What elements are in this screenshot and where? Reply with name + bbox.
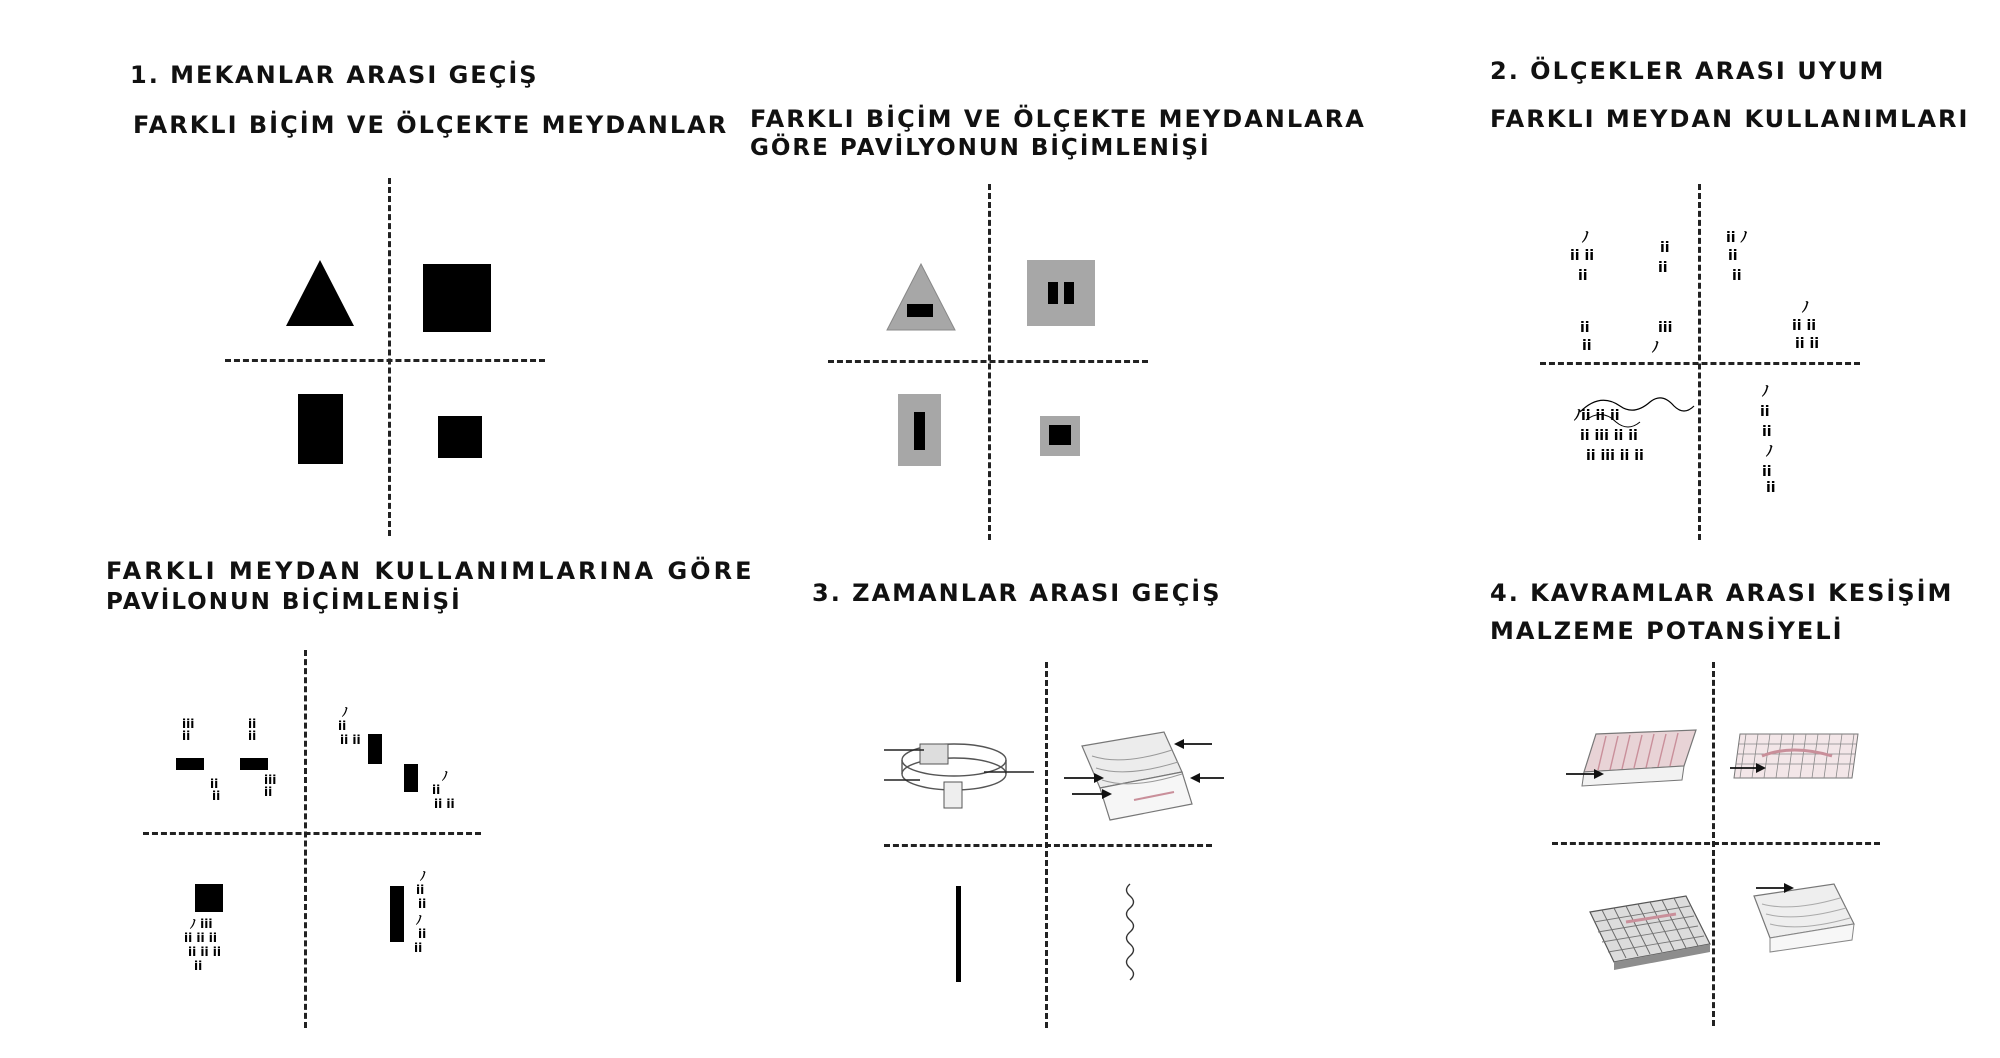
svg-text:ii: ii (194, 959, 203, 973)
panel2-title-line1: FARKLI BİÇİM VE ÖLÇEKTE MEYDANLARA (750, 105, 1366, 133)
panel1-triangle-shape (284, 258, 356, 328)
svg-text:ii: ii (432, 783, 441, 797)
panel5-ring-pavilion-drawing (884, 730, 1034, 820)
panel2-triangle-pavilion (885, 262, 957, 332)
panel1-axis-horizontal (225, 359, 545, 362)
panel4-people-groups (170, 705, 470, 980)
panel2-rectangle-inner (914, 412, 925, 450)
panel1-title: 1. MEKANLAR ARASI GEÇİŞ (130, 61, 539, 89)
svg-text:ﾉ: ﾉ (420, 869, 427, 883)
svg-text:ﾉ iii: ﾉ iii (190, 917, 213, 931)
panel1-small-square-shape (438, 416, 482, 458)
svg-text:ﾉ: ﾉ (1762, 384, 1769, 400)
panel5-title: 3. ZAMANLAR ARASI GEÇİŞ (812, 579, 1222, 607)
svg-text:ii: ii (1582, 338, 1592, 354)
panel4-title-line1: FARKLI MEYDAN KULLANIMLARINA GÖRE (106, 557, 755, 585)
svg-text:ii: ii (1660, 240, 1670, 256)
svg-text:ii: ii (338, 719, 347, 733)
svg-text:ii ii: ii ii (340, 733, 361, 747)
panel2-rectangle-pavilion (898, 394, 941, 466)
svg-text:ﾉii ii ii: ﾉii ii ii (1574, 408, 1620, 424)
svg-text:ii: ii (248, 717, 257, 731)
svg-text:ii: ii (418, 927, 427, 941)
svg-text:ﾉ: ﾉ (1582, 230, 1589, 246)
svg-text:iii: iii (1658, 320, 1673, 336)
panel2-square-pavilion (1027, 260, 1095, 326)
svg-text:ii ii ii: ii ii ii (184, 931, 218, 945)
svg-text:ii: ii (212, 789, 221, 803)
panel6-wave-roof-drawing (1740, 874, 1870, 954)
panel6-subtitle: MALZEME POTANSİYELİ (1490, 617, 1844, 645)
panel4-title-line2: PAVİLONUN BİÇİMLENİŞİ (106, 589, 462, 615)
svg-text:ii iii ii ii: ii iii ii ii (1580, 428, 1638, 444)
svg-text:ii: ii (1762, 424, 1772, 440)
svg-text:ii iii ii ii: ii iii ii ii (1586, 448, 1644, 464)
svg-text:iii: iii (264, 773, 277, 787)
svg-text:ﾉ: ﾉ (1766, 444, 1773, 460)
svg-text:ii: ii (418, 897, 427, 911)
svg-text:ii: ii (1732, 268, 1742, 284)
panel2-axis-horizontal (828, 360, 1148, 363)
svg-text:ii: ii (264, 785, 273, 799)
panel5-wavy-line (1120, 884, 1140, 984)
panel5-solid-line (956, 886, 961, 982)
svg-text:ii: ii (182, 729, 191, 743)
panel1-rectangle-shape (298, 394, 343, 464)
svg-text:iii: iii (182, 717, 195, 731)
panel6-axis-horizontal (1552, 842, 1880, 845)
svg-text:ii: ii (414, 941, 423, 955)
panel5-wave-pavilion-drawing (1064, 722, 1224, 832)
panel3-title: 2. ÖLÇEKLER ARASI UYUM (1490, 57, 1886, 85)
svg-text:ﾉ: ﾉ (1802, 300, 1809, 316)
panel3-people-groups (1540, 220, 1870, 510)
svg-text:ii ﾉ: ii ﾉ (1726, 230, 1748, 246)
svg-text:ii ii ii: ii ii ii (188, 945, 222, 959)
panel2-square-inner-right (1064, 282, 1074, 304)
svg-text:ii: ii (1580, 320, 1590, 336)
panel6-grid-structure-drawing (1726, 726, 1866, 796)
panel2-small-square-pavilion (1040, 416, 1080, 456)
panel6-ribbed-roof-drawing (1566, 726, 1706, 796)
svg-text:ii: ii (1728, 248, 1738, 264)
svg-text:ii: ii (210, 777, 219, 791)
panel5-axis-horizontal (884, 844, 1212, 847)
panel6-title: 4. KAVRAMLAR ARASI KESİŞİM (1490, 579, 1954, 607)
svg-text:ii: ii (416, 883, 425, 897)
panel1-square-shape (423, 264, 491, 332)
svg-text:ii: ii (1760, 404, 1770, 420)
svg-text:ii: ii (1766, 480, 1776, 496)
svg-text:ii ii: ii ii (1570, 248, 1595, 264)
panel2-square-inner-left (1048, 282, 1058, 304)
svg-text:ﾉ: ﾉ (1652, 340, 1659, 356)
svg-text:ii ii: ii ii (434, 797, 455, 811)
svg-text:ﾉ: ﾉ (416, 913, 423, 927)
svg-text:ﾉ: ﾉ (342, 705, 349, 719)
svg-text:ii: ii (1762, 464, 1772, 480)
panel1-subtitle: FARKLI BİÇİM VE ÖLÇEKTE MEYDANLAR (133, 111, 729, 139)
panel2-title-line2: GÖRE PAVİLYONUN BİÇİMLENİŞİ (750, 135, 1211, 161)
svg-text:ii ii: ii ii (1792, 318, 1817, 334)
panel2-small-square-inner (1049, 425, 1071, 445)
svg-text:ii ii: ii ii (1795, 336, 1820, 352)
panel1-axis-vertical (388, 178, 391, 536)
panel3-subtitle: FARKLI MEYDAN KULLANIMLARI (1490, 105, 1970, 133)
svg-text:ii: ii (248, 729, 257, 743)
svg-text:ii: ii (1658, 260, 1668, 276)
svg-text:ii: ii (1578, 268, 1588, 284)
panel6-stair-grid-drawing (1586, 892, 1716, 972)
svg-text:ﾉ: ﾉ (442, 769, 449, 783)
